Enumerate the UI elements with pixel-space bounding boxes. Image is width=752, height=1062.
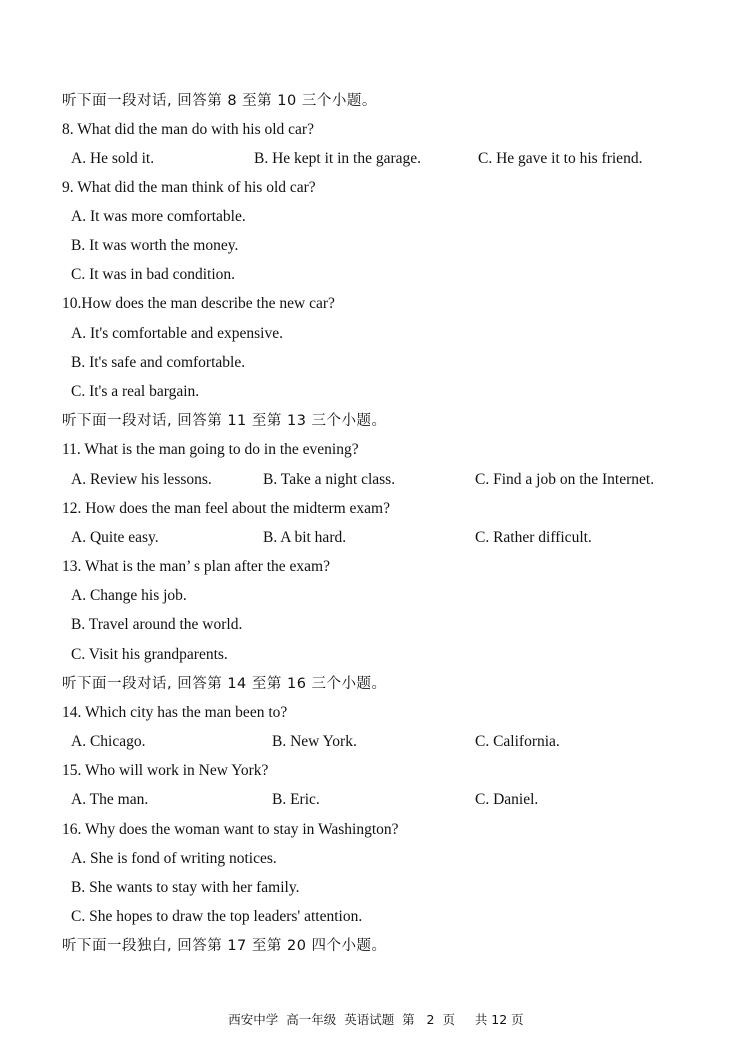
question-10: 10.How does the man describe the new car? (62, 295, 335, 312)
question-14: 14. Which city has the man been to? (62, 704, 288, 721)
page-footer: 西安中学 高一年级 英语试题 第 2 页 共 12 页 (228, 1012, 524, 1027)
q16-option-a: A. She is fond of writing notices. (71, 850, 277, 867)
question-12: 12. How does the man feel about the midterm exam? (62, 500, 390, 517)
q16-option-b: B. She wants to stay with her family. (71, 879, 300, 896)
section-instruction-17-20: 听下面一段独白, 回答第 17 至第 20 四个小题。 (62, 938, 387, 954)
q16-option-c: C. She hopes to draw the top leaders' attention. (71, 908, 363, 925)
q15-option-a: A. The man. (71, 791, 149, 808)
q13-option-a: A. Change his job. (71, 587, 187, 604)
q11-option-b: B. Take a night class. (263, 471, 396, 488)
q12-option-a: A. Quite easy. (71, 529, 159, 546)
question-13: 13. What is the man’ s plan after the exam? (62, 558, 330, 575)
q10-option-c: C. It's a real bargain. (71, 383, 200, 400)
q15-option-c: C. Daniel. (475, 791, 539, 808)
section-instruction-8-10: 听下面一段对话, 回答第 8 至第 10 三个小题。 (62, 93, 377, 109)
q14-option-c: C. California. (475, 733, 560, 750)
q10-option-b: B. It's safe and comfortable. (71, 354, 246, 371)
q9-option-b: B. It was worth the money. (71, 237, 239, 254)
q11-option-a: A. Review his lessons. (71, 471, 212, 488)
q8-option-b: B. He kept it in the garage. (254, 150, 422, 167)
q8-option-a: A. He sold it. (71, 150, 155, 167)
section-instruction-14-16: 听下面一段对话, 回答第 14 至第 16 三个小题。 (62, 676, 387, 692)
q13-option-c: C. Visit his grandparents. (71, 646, 228, 663)
question-9: 9. What did the man think of his old car? (62, 179, 316, 196)
q8-option-c: C. He gave it to his friend. (478, 150, 643, 167)
q14-option-b: B. New York. (272, 733, 357, 750)
q9-option-a: A. It was more comfortable. (71, 208, 246, 225)
q12-option-c: C. Rather difficult. (475, 529, 592, 546)
q9-option-c: C. It was in bad condition. (71, 266, 236, 283)
q14-option-a: A. Chicago. (71, 733, 146, 750)
q15-option-b: B. Eric. (272, 791, 320, 808)
question-15: 15. Who will work in New York? (62, 762, 269, 779)
question-11: 11. What is the man going to do in the evening? (62, 441, 359, 458)
q10-option-a: A. It's comfortable and expensive. (71, 325, 283, 342)
section-instruction-11-13: 听下面一段对话, 回答第 11 至第 13 三个小题。 (62, 413, 387, 429)
q12-option-b: B. A bit hard. (263, 529, 347, 546)
question-16: 16. Why does the woman want to stay in Washington? (62, 821, 399, 838)
question-8: 8. What did the man do with his old car? (62, 121, 314, 138)
q11-option-c: C. Find a job on the Internet. (475, 471, 655, 488)
q13-option-b: B. Travel around the world. (71, 616, 243, 633)
